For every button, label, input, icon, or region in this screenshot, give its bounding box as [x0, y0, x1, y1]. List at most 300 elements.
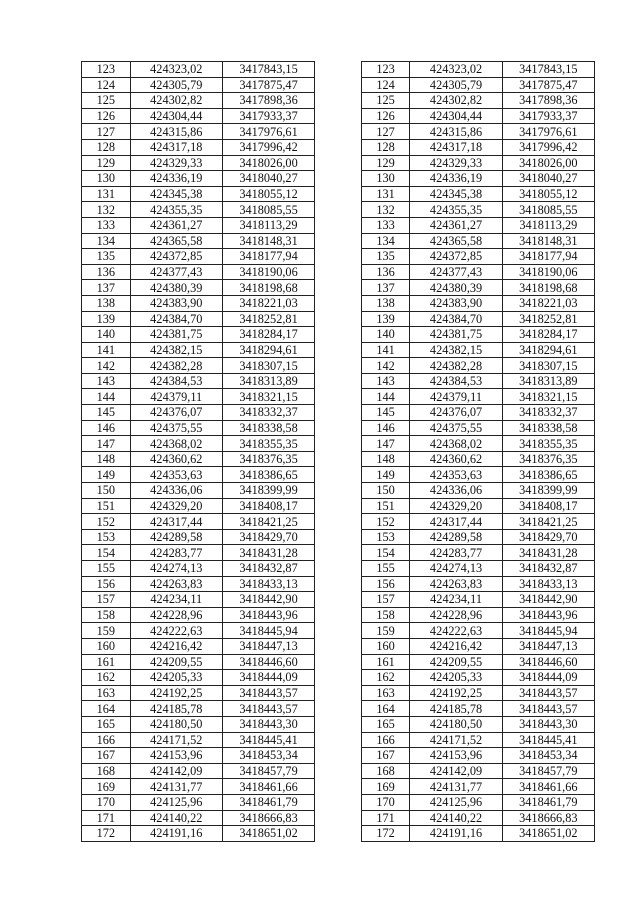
right-x-coordinate-cell: 424125,96 — [410, 794, 502, 810]
left-y-coordinate-cell: 3418355,35 — [222, 436, 314, 452]
right-point-number-cell: 137 — [361, 280, 410, 296]
right-point-number-cell: 163 — [361, 685, 410, 701]
left-point-number-cell: 155 — [82, 561, 131, 577]
table-row — [82, 93, 595, 109]
left-y-coordinate-cell: 3418421,25 — [222, 514, 314, 530]
table-row — [82, 327, 595, 343]
left-y-coordinate-cell: 3418294,61 — [222, 342, 314, 358]
column-gap-cell — [315, 810, 362, 826]
table-row — [82, 233, 595, 249]
left-point-number-cell: 137 — [82, 280, 131, 296]
left-y-coordinate-cell: 3418443,57 — [222, 685, 314, 701]
right-y-coordinate-cell: 3418429,70 — [502, 529, 594, 545]
right-point-number-cell: 147 — [361, 436, 410, 452]
right-y-coordinate-cell: 3418461,66 — [502, 779, 594, 795]
left-y-coordinate-cell: 3418055,12 — [222, 186, 314, 202]
right-x-coordinate-cell: 424315,86 — [410, 124, 502, 140]
left-y-coordinate-cell: 3418307,15 — [222, 358, 314, 374]
left-x-coordinate-cell: 424361,27 — [130, 217, 222, 233]
left-point-number-cell: 140 — [82, 327, 131, 343]
column-gap-cell — [315, 155, 362, 171]
left-y-coordinate-cell: 3418444,09 — [222, 670, 314, 686]
right-point-number-cell: 126 — [361, 108, 410, 124]
left-point-number-cell: 141 — [82, 342, 131, 358]
right-y-coordinate-cell: 3418445,94 — [502, 623, 594, 639]
right-point-number-cell: 155 — [361, 561, 410, 577]
right-y-coordinate-cell: 3417843,15 — [502, 62, 594, 78]
left-y-coordinate-cell: 3418085,55 — [222, 202, 314, 218]
table-row — [82, 576, 595, 592]
right-x-coordinate-cell: 424185,78 — [410, 701, 502, 717]
right-y-coordinate-cell: 3418221,03 — [502, 295, 594, 311]
right-point-number-cell: 136 — [361, 264, 410, 280]
right-x-coordinate-cell: 424205,33 — [410, 670, 502, 686]
left-y-coordinate-cell: 3417976,61 — [222, 124, 314, 140]
left-point-number-cell: 159 — [82, 623, 131, 639]
column-gap-cell — [315, 592, 362, 608]
right-x-coordinate-cell: 424131,77 — [410, 779, 502, 795]
left-x-coordinate-cell: 424380,39 — [130, 280, 222, 296]
left-point-number-cell: 132 — [82, 202, 131, 218]
left-y-coordinate-cell: 3418447,13 — [222, 638, 314, 654]
table-row — [82, 62, 595, 78]
right-y-coordinate-cell: 3418177,94 — [502, 249, 594, 265]
table-row — [82, 623, 595, 639]
right-x-coordinate-cell: 424329,20 — [410, 498, 502, 514]
column-gap-cell — [315, 186, 362, 202]
right-y-coordinate-cell: 3418445,41 — [502, 732, 594, 748]
table-row — [82, 373, 595, 389]
left-point-number-cell: 156 — [82, 576, 131, 592]
right-x-coordinate-cell: 424222,63 — [410, 623, 502, 639]
right-y-coordinate-cell: 3418651,02 — [502, 826, 594, 842]
left-x-coordinate-cell: 424375,55 — [130, 420, 222, 436]
left-y-coordinate-cell: 3418443,30 — [222, 716, 314, 732]
left-point-number-cell: 138 — [82, 295, 131, 311]
left-x-coordinate-cell: 424329,20 — [130, 498, 222, 514]
left-y-coordinate-cell: 3418221,03 — [222, 295, 314, 311]
right-y-coordinate-cell: 3418447,13 — [502, 638, 594, 654]
left-x-coordinate-cell: 424315,86 — [130, 124, 222, 140]
right-point-number-cell: 152 — [361, 514, 410, 530]
left-x-coordinate-cell: 424329,33 — [130, 155, 222, 171]
right-point-number-cell: 133 — [361, 217, 410, 233]
left-point-number-cell: 145 — [82, 405, 131, 421]
right-point-number-cell: 171 — [361, 810, 410, 826]
right-y-coordinate-cell: 3418453,34 — [502, 748, 594, 764]
right-x-coordinate-cell: 424365,58 — [410, 233, 502, 249]
column-gap-cell — [315, 108, 362, 124]
right-x-coordinate-cell: 424228,96 — [410, 607, 502, 623]
left-x-coordinate-cell: 424131,77 — [130, 779, 222, 795]
right-point-number-cell: 164 — [361, 701, 410, 717]
right-x-coordinate-cell: 424345,38 — [410, 186, 502, 202]
left-x-coordinate-cell: 424317,18 — [130, 139, 222, 155]
table-row — [82, 280, 595, 296]
column-gap-cell — [315, 607, 362, 623]
left-x-coordinate-cell: 424222,63 — [130, 623, 222, 639]
table-row — [82, 342, 595, 358]
right-x-coordinate-cell: 424383,90 — [410, 295, 502, 311]
left-x-coordinate-cell: 424365,58 — [130, 233, 222, 249]
left-y-coordinate-cell: 3418443,57 — [222, 701, 314, 717]
column-gap-cell — [315, 498, 362, 514]
left-x-coordinate-cell: 424274,13 — [130, 561, 222, 577]
left-y-coordinate-cell: 3418429,70 — [222, 529, 314, 545]
right-x-coordinate-cell: 424305,79 — [410, 77, 502, 93]
column-gap-cell — [315, 93, 362, 109]
right-x-coordinate-cell: 424382,28 — [410, 358, 502, 374]
left-x-coordinate-cell: 424209,55 — [130, 654, 222, 670]
right-point-number-cell: 131 — [361, 186, 410, 202]
column-gap-cell — [315, 654, 362, 670]
left-point-number-cell: 130 — [82, 171, 131, 187]
right-y-coordinate-cell: 3417996,42 — [502, 139, 594, 155]
left-x-coordinate-cell: 424368,02 — [130, 436, 222, 452]
right-point-number-cell: 139 — [361, 311, 410, 327]
column-gap-cell — [315, 311, 362, 327]
table-row — [82, 124, 595, 140]
column-gap-cell — [315, 139, 362, 155]
right-point-number-cell: 149 — [361, 467, 410, 483]
right-point-number-cell: 151 — [361, 498, 410, 514]
left-y-coordinate-cell: 3418190,06 — [222, 264, 314, 280]
table-row — [82, 436, 595, 452]
column-gap-cell — [315, 264, 362, 280]
right-point-number-cell: 160 — [361, 638, 410, 654]
left-point-number-cell: 171 — [82, 810, 131, 826]
left-x-coordinate-cell: 424336,06 — [130, 483, 222, 499]
left-point-number-cell: 167 — [82, 748, 131, 764]
right-x-coordinate-cell: 424377,43 — [410, 264, 502, 280]
column-gap-cell — [315, 358, 362, 374]
column-gap-cell — [315, 529, 362, 545]
right-y-coordinate-cell: 3418386,65 — [502, 467, 594, 483]
table-row — [82, 405, 595, 421]
right-point-number-cell: 166 — [361, 732, 410, 748]
left-point-number-cell: 158 — [82, 607, 131, 623]
column-gap-cell — [315, 732, 362, 748]
right-x-coordinate-cell: 424302,82 — [410, 93, 502, 109]
table-row — [82, 748, 595, 764]
left-x-coordinate-cell: 424355,35 — [130, 202, 222, 218]
left-point-number-cell: 161 — [82, 654, 131, 670]
left-y-coordinate-cell: 3418321,15 — [222, 389, 314, 405]
column-gap-cell — [315, 748, 362, 764]
right-y-coordinate-cell: 3418443,30 — [502, 716, 594, 732]
column-gap-cell — [315, 467, 362, 483]
right-y-coordinate-cell: 3418190,06 — [502, 264, 594, 280]
right-point-number-cell: 170 — [361, 794, 410, 810]
right-point-number-cell: 125 — [361, 93, 410, 109]
left-x-coordinate-cell: 424289,58 — [130, 529, 222, 545]
table-row — [82, 561, 595, 577]
left-y-coordinate-cell: 3418443,96 — [222, 607, 314, 623]
right-y-coordinate-cell: 3418284,17 — [502, 327, 594, 343]
column-gap-cell — [315, 545, 362, 561]
right-y-coordinate-cell: 3418399,99 — [502, 483, 594, 499]
left-point-number-cell: 151 — [82, 498, 131, 514]
right-point-number-cell: 161 — [361, 654, 410, 670]
left-x-coordinate-cell: 424185,78 — [130, 701, 222, 717]
right-point-number-cell: 153 — [361, 529, 410, 545]
right-x-coordinate-cell: 424323,02 — [410, 62, 502, 78]
left-y-coordinate-cell: 3418376,35 — [222, 451, 314, 467]
left-y-coordinate-cell: 3417933,37 — [222, 108, 314, 124]
column-gap-cell — [315, 638, 362, 654]
table-row — [82, 810, 595, 826]
table-row — [82, 108, 595, 124]
table-row — [82, 670, 595, 686]
right-x-coordinate-cell: 424142,09 — [410, 763, 502, 779]
right-point-number-cell: 159 — [361, 623, 410, 639]
right-point-number-cell: 146 — [361, 420, 410, 436]
table-row — [82, 732, 595, 748]
left-point-number-cell: 128 — [82, 139, 131, 155]
table-row — [82, 716, 595, 732]
column-gap-cell — [315, 561, 362, 577]
right-x-coordinate-cell: 424234,11 — [410, 592, 502, 608]
right-y-coordinate-cell: 3418442,90 — [502, 592, 594, 608]
right-point-number-cell: 138 — [361, 295, 410, 311]
column-gap-cell — [315, 77, 362, 93]
table-row — [82, 311, 595, 327]
left-y-coordinate-cell: 3418177,94 — [222, 249, 314, 265]
left-point-number-cell: 124 — [82, 77, 131, 93]
left-point-number-cell: 150 — [82, 483, 131, 499]
left-x-coordinate-cell: 424384,53 — [130, 373, 222, 389]
right-x-coordinate-cell: 424382,15 — [410, 342, 502, 358]
table-row — [82, 529, 595, 545]
right-point-number-cell: 130 — [361, 171, 410, 187]
left-y-coordinate-cell: 3418433,13 — [222, 576, 314, 592]
column-gap-cell — [315, 670, 362, 686]
left-x-coordinate-cell: 424323,02 — [130, 62, 222, 78]
left-point-number-cell: 152 — [82, 514, 131, 530]
column-gap-cell — [315, 779, 362, 795]
right-y-coordinate-cell: 3418307,15 — [502, 358, 594, 374]
right-point-number-cell: 165 — [361, 716, 410, 732]
left-y-coordinate-cell: 3417996,42 — [222, 139, 314, 155]
column-gap-cell — [315, 794, 362, 810]
left-y-coordinate-cell: 3418113,29 — [222, 217, 314, 233]
right-point-number-cell: 123 — [361, 62, 410, 78]
left-y-coordinate-cell: 3417875,47 — [222, 77, 314, 93]
right-x-coordinate-cell: 424192,25 — [410, 685, 502, 701]
right-point-number-cell: 158 — [361, 607, 410, 623]
right-y-coordinate-cell: 3418431,28 — [502, 545, 594, 561]
left-x-coordinate-cell: 424345,38 — [130, 186, 222, 202]
right-x-coordinate-cell: 424317,44 — [410, 514, 502, 530]
right-x-coordinate-cell: 424380,39 — [410, 280, 502, 296]
left-point-number-cell: 125 — [82, 93, 131, 109]
right-y-coordinate-cell: 3418026,00 — [502, 155, 594, 171]
right-y-coordinate-cell: 3418443,57 — [502, 685, 594, 701]
table-row — [82, 186, 595, 202]
left-y-coordinate-cell: 3417898,36 — [222, 93, 314, 109]
column-gap-cell — [315, 217, 362, 233]
left-y-coordinate-cell: 3418453,34 — [222, 748, 314, 764]
left-point-number-cell: 170 — [82, 794, 131, 810]
column-gap-cell — [315, 576, 362, 592]
column-gap-cell — [315, 701, 362, 717]
left-point-number-cell: 164 — [82, 701, 131, 717]
table-row — [82, 77, 595, 93]
right-y-coordinate-cell: 3417976,61 — [502, 124, 594, 140]
right-y-coordinate-cell: 3418040,27 — [502, 171, 594, 187]
right-y-coordinate-cell: 3418148,31 — [502, 233, 594, 249]
table-row — [82, 701, 595, 717]
left-x-coordinate-cell: 424383,90 — [130, 295, 222, 311]
right-x-coordinate-cell: 424209,55 — [410, 654, 502, 670]
left-x-coordinate-cell: 424372,85 — [130, 249, 222, 265]
left-point-number-cell: 143 — [82, 373, 131, 389]
right-x-coordinate-cell: 424329,33 — [410, 155, 502, 171]
left-x-coordinate-cell: 424142,09 — [130, 763, 222, 779]
column-gap-cell — [315, 202, 362, 218]
table-row — [82, 592, 595, 608]
right-x-coordinate-cell: 424360,62 — [410, 451, 502, 467]
table-row — [82, 451, 595, 467]
right-point-number-cell: 169 — [361, 779, 410, 795]
right-point-number-cell: 141 — [361, 342, 410, 358]
left-y-coordinate-cell: 3418442,90 — [222, 592, 314, 608]
right-x-coordinate-cell: 424216,42 — [410, 638, 502, 654]
right-x-coordinate-cell: 424140,22 — [410, 810, 502, 826]
left-y-coordinate-cell: 3418432,87 — [222, 561, 314, 577]
right-y-coordinate-cell: 3418446,60 — [502, 654, 594, 670]
column-gap-cell — [315, 483, 362, 499]
table-row — [82, 545, 595, 561]
left-point-number-cell: 169 — [82, 779, 131, 795]
left-point-number-cell: 166 — [82, 732, 131, 748]
right-point-number-cell: 162 — [361, 670, 410, 686]
column-gap-cell — [315, 436, 362, 452]
right-x-coordinate-cell: 424191,16 — [410, 826, 502, 842]
right-point-number-cell: 134 — [361, 233, 410, 249]
table-row — [82, 514, 595, 530]
left-y-coordinate-cell: 3418198,68 — [222, 280, 314, 296]
left-y-coordinate-cell: 3418332,37 — [222, 405, 314, 421]
column-gap-cell — [315, 405, 362, 421]
left-point-number-cell: 168 — [82, 763, 131, 779]
left-y-coordinate-cell: 3418338,58 — [222, 420, 314, 436]
left-x-coordinate-cell: 424376,07 — [130, 405, 222, 421]
left-x-coordinate-cell: 424381,75 — [130, 327, 222, 343]
left-y-coordinate-cell: 3418431,28 — [222, 545, 314, 561]
right-y-coordinate-cell: 3418198,68 — [502, 280, 594, 296]
right-point-number-cell: 132 — [361, 202, 410, 218]
right-x-coordinate-cell: 424180,50 — [410, 716, 502, 732]
left-point-number-cell: 148 — [82, 451, 131, 467]
left-x-coordinate-cell: 424171,52 — [130, 732, 222, 748]
left-point-number-cell: 149 — [82, 467, 131, 483]
left-y-coordinate-cell: 3418445,94 — [222, 623, 314, 639]
column-gap-cell — [315, 716, 362, 732]
table-row — [82, 155, 595, 171]
column-gap-cell — [315, 62, 362, 78]
left-point-number-cell: 160 — [82, 638, 131, 654]
right-point-number-cell: 172 — [361, 826, 410, 842]
left-point-number-cell: 144 — [82, 389, 131, 405]
left-y-coordinate-cell: 3418666,83 — [222, 810, 314, 826]
right-point-number-cell: 135 — [361, 249, 410, 265]
right-y-coordinate-cell: 3418252,81 — [502, 311, 594, 327]
right-x-coordinate-cell: 424289,58 — [410, 529, 502, 545]
left-x-coordinate-cell: 424353,63 — [130, 467, 222, 483]
left-point-number-cell: 131 — [82, 186, 131, 202]
left-point-number-cell: 136 — [82, 264, 131, 280]
left-x-coordinate-cell: 424379,11 — [130, 389, 222, 405]
left-point-number-cell: 135 — [82, 249, 131, 265]
table-row — [82, 779, 595, 795]
column-gap-cell — [315, 295, 362, 311]
column-gap-cell — [315, 342, 362, 358]
right-y-coordinate-cell: 3418457,79 — [502, 763, 594, 779]
right-y-coordinate-cell: 3418421,25 — [502, 514, 594, 530]
table-row — [82, 794, 595, 810]
right-x-coordinate-cell: 424263,83 — [410, 576, 502, 592]
right-x-coordinate-cell: 424274,13 — [410, 561, 502, 577]
right-point-number-cell: 148 — [361, 451, 410, 467]
left-x-coordinate-cell: 424228,96 — [130, 607, 222, 623]
right-point-number-cell: 167 — [361, 748, 410, 764]
right-point-number-cell: 128 — [361, 139, 410, 155]
right-point-number-cell: 154 — [361, 545, 410, 561]
coordinates-table — [81, 61, 595, 842]
left-point-number-cell: 165 — [82, 716, 131, 732]
left-y-coordinate-cell: 3418040,27 — [222, 171, 314, 187]
right-point-number-cell: 157 — [361, 592, 410, 608]
right-y-coordinate-cell: 3418313,89 — [502, 373, 594, 389]
left-x-coordinate-cell: 424302,82 — [130, 93, 222, 109]
right-y-coordinate-cell: 3418113,29 — [502, 217, 594, 233]
right-y-coordinate-cell: 3418055,12 — [502, 186, 594, 202]
right-point-number-cell: 142 — [361, 358, 410, 374]
coordinates-table-body — [82, 62, 595, 842]
left-point-number-cell: 146 — [82, 420, 131, 436]
right-y-coordinate-cell: 3417933,37 — [502, 108, 594, 124]
table-row — [82, 295, 595, 311]
left-x-coordinate-cell: 424382,15 — [130, 342, 222, 358]
table-row — [82, 498, 595, 514]
left-y-coordinate-cell: 3418461,79 — [222, 794, 314, 810]
column-gap-cell — [315, 124, 362, 140]
left-point-number-cell: 126 — [82, 108, 131, 124]
right-x-coordinate-cell: 424304,44 — [410, 108, 502, 124]
right-x-coordinate-cell: 424361,27 — [410, 217, 502, 233]
right-y-coordinate-cell: 3418461,79 — [502, 794, 594, 810]
table-row — [82, 420, 595, 436]
left-y-coordinate-cell: 3418148,31 — [222, 233, 314, 249]
left-point-number-cell: 133 — [82, 217, 131, 233]
left-x-coordinate-cell: 424234,11 — [130, 592, 222, 608]
right-y-coordinate-cell: 3418376,35 — [502, 451, 594, 467]
left-point-number-cell: 129 — [82, 155, 131, 171]
table-row — [82, 654, 595, 670]
right-point-number-cell: 168 — [361, 763, 410, 779]
right-y-coordinate-cell: 3418432,87 — [502, 561, 594, 577]
right-x-coordinate-cell: 424153,96 — [410, 748, 502, 764]
left-x-coordinate-cell: 424125,96 — [130, 794, 222, 810]
left-x-coordinate-cell: 424153,96 — [130, 748, 222, 764]
left-point-number-cell: 154 — [82, 545, 131, 561]
left-point-number-cell: 157 — [82, 592, 131, 608]
right-point-number-cell: 145 — [361, 405, 410, 421]
right-x-coordinate-cell: 424384,70 — [410, 311, 502, 327]
column-gap-cell — [315, 389, 362, 405]
left-x-coordinate-cell: 424191,16 — [130, 826, 222, 842]
